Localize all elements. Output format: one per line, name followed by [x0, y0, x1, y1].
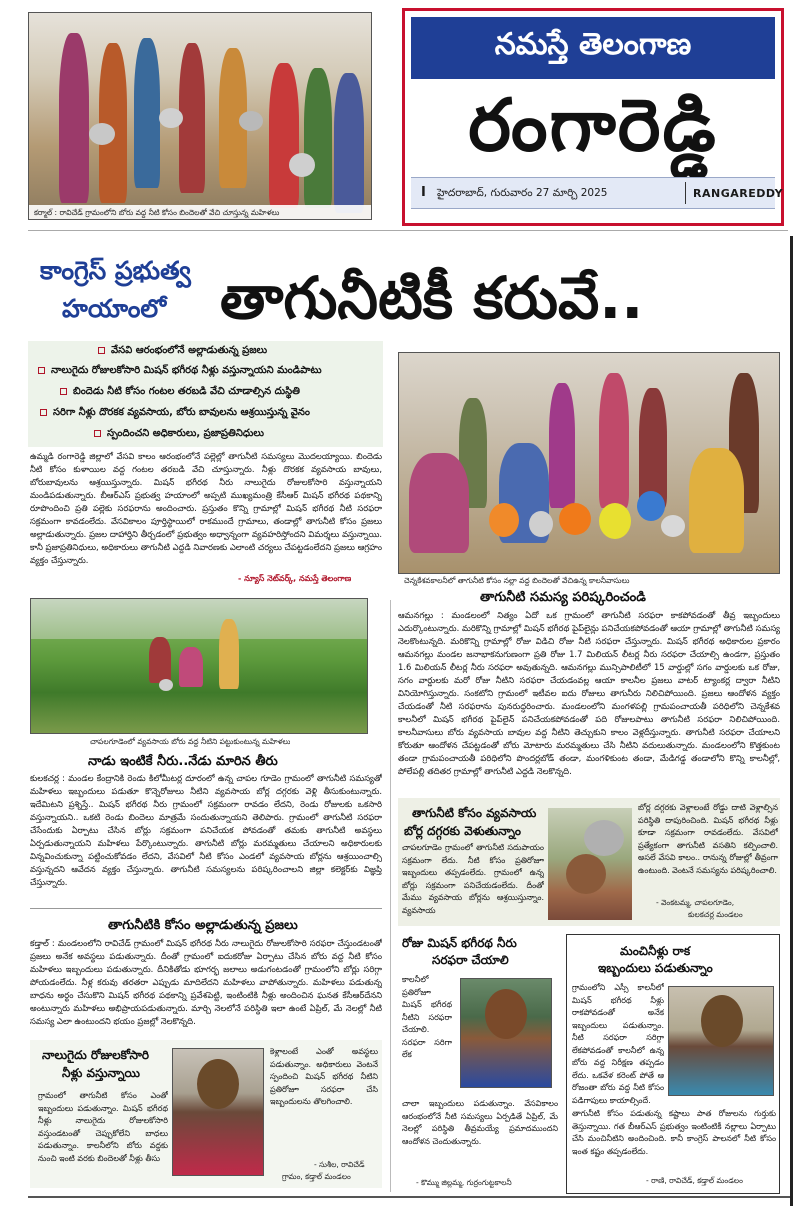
kicker-line-1: కాంగ్రెస్ ప్రభుత్వ: [40, 256, 191, 285]
kicker-line-2: హయాంలో: [62, 294, 167, 323]
mid-photo-caption: చాపలగూడెంలో వ్యవసాయ బోరు వద్ద నీటిని పట్టుకుంటున్న మహిళలు: [90, 737, 291, 746]
issue-marker: I: [421, 185, 426, 200]
fourdays-credit-2: గ్రామం, కడ్తాల్ మండలం: [282, 1172, 351, 1181]
mid-left-divider: [30, 908, 382, 909]
drought-credit-2: కులకచర్ల మండలం: [688, 910, 743, 919]
daily-body-bottom: చాలా ఇబ్బందులు పడుతున్నాం. వేసవికాలం ఆరంభంలోనే నీటి సమస్యలు ఏర్పడితే ఏప్రిల్, మే నెలల్లో పరిస్థితి తీవ్రమయ్యే ప్రమాదముందని ఆందోళన చెందుతున్నారు.: [402, 1099, 558, 1146]
drinking-headline-2: ఇబ్బందులు పడుతున్నాం: [598, 961, 713, 975]
lead-headline: తాగునీటికీ కరువే..: [220, 264, 644, 332]
fourdays-portrait: [172, 1048, 264, 1176]
bullet-item: వేసవి ఆరంభంలోనే అల్లాడుతున్న ప్రజలు: [98, 344, 267, 358]
amangal-body: ఆమనగల్లు : మండలంలో నిత్యం ఏదో ఒక గ్రామంలో తాగునీటి సరఫరా కాకపోవడంతో తీవ్ర ఇబ్బందులు ఎదుర్కొంటున్నారు. మరికొన్ని గ్రామాల్లో మిషన్ భగీరథ పైప్‌లైన్లు పనిచేయకపోవడంతో ఆయా గ్రామాల్లో తాగునీటి సమస్య నెలకొంటున్నది. మరికొన్ని గ్రామాల్లో రోజు విడిచి రోజు నీటి సరఫరా చేస్తున్నారు. మిషన్ భగీరథ అధికారుల ప్రకారం ఆమనగల్లు మండల జనాభాకనుగుణంగా ప్రతి రోజు 1.7 మిలియన్ లీటర్ల నీరు సరఫరా చేయాల్సి ఉండగా, ప్రస్తుతం 1.6 మిలియన్ లీటర్ల నీరు సరఫరా అవుతున్నది. ఆమనగల్లు మున్సిపాలిటీలో 15 వార్డుల్లో సగం వార్డులకు ఒక రోజు, సగం వార్డులకు మరో రోజు నీటిని సరఫరా చేయడంవల్ల ఆయా కాలనీల ప్రజలు వాటర్ ట్యాంకర్ల ద్వారా నీటిని వినియోగిస్తున్నారు. సంకటోని గ్రామంలో ఇటీవల ఐదు రోజులు తాగునీరు నిలిచిపోయింది. ప్రజలు ఆందోళన వ్యక్తం చేయడంతో నీటి సరఫరాను పునరుద్ధరించారు. మండలంలోని మంగళపల్లి గ్రామపంచాయతీ పరిధిలోని చెన్నకేశవ కాలనీలో మిషన్ భగీరథ పైప్‌లైన్ పనిచేయకపోవడంతో పది రోజులపాటు తాగునీటి సరఫరా నిలిచిపోయింది. కాలనీవాసులు బోరు వ్యవసాయ బావుల వద్ద నీటిని తెచ్చుకుని కాలం వెళ్లదీస్తున్నారు. తాగునీటి సరఫరా చేయాలని కోరుతూ ఆందోళన చేపట్టడంతో బోరు మోటారు మరమ్మతులు చేసి నీటిని వదులుతున్నారు. మండలంలోని కొత్తకుంట తండా గ్రామపంచాయతీ పరిధిలోని పొందర్లబోడ్ తండా, మంగళికుంట తండా, మేడిగడ్డ తండాలోని కొన్ని కాలనీల్లో, పోలేపల్లి తదితర గ్రామాల్లో తాగునీటి ఎద్దడి నెలకొన్నది.: [398, 610, 780, 776]
daily-headline-1: రోజు మిషన్ భగీరథ నీరు: [402, 936, 517, 950]
fourdays-body-right: కెళ్లాలంటే ఎంతో అవస్థలు పడుతున్నాం. అధికారులు వెంటనే స్పందించి మిషన్ భగీరథ నీటిని ప్రతిరోజూ సరఫరా చేసి ఇబ్బందులను తొలగించాలి.: [270, 1047, 378, 1106]
lead-intro: ఉమ్మడి రంగారెడ్డి జిల్లాలో వేసవి కాలం ఆరంభంలోనే పల్లెల్లో తాగునీటి సమస్యలు మొదలయ్యాయి. బిందెడు నీటి కోసం కుళాయిల వద్ద గంటల తరబడి వేచి చూస్తున్నారు. నీళ్లు దొరకక వ్యవసాయ బావులు, బోరుబావులను ఆశ్రయిస్తున్నారు. మిషన్ భగీరథ నీరు నాలుగైదు రోజులకోసారి వస్తున్నాయని మండిపడుతున్నారు. బీఆర్ఎస్ ప్రభుత్వ హయాంలో అప్పటి ముఖ్యమంత్రి కేసీఆర్ మిషన్ భగీరథ పథకాన్ని రూపొందించి ప్రతి పల్లెకు సరఫరాను అందించారు. ప్రస్తుతం కొన్ని గ్రామాల్లో మిషన్ భగీరథ నీటి సరఫరా సక్రమంగా కావడంలేదు. వేసవికాలం పూర్తిస్థాయిలో రాకముందే గ్రామాలు, తండాల్లో తాగునీటి కోసం ప్రజలు అల్లాడుతున్నారు. ప్రజల దాహార్తిని తీర్చడంలో ప్రభుత్వం అధ్వాన్నంగా వ్యవహరిస్తోందని విమర్శలు వస్తున్నాయి. కానీ ప్రజాప్రతినిధులు, అధికారులు తాగునీటి ఎద్దడి నివారణకు ఎలాంటి చర్యలు చేపట్టడంలేదని ప్రజలు ఆగ్రహం వ్యక్తం చేస్తున్నారు.: [30, 451, 382, 565]
amangal-headline: తాగునీటి సమస్య పరిష్కరించండి: [480, 590, 646, 605]
daily-body-left: కాలనీలో ప్రతిరోజూ మిషన్ భగీరథ నీటిని సరఫరా చేయాలి. సరఫరా సరిగా లేక: [402, 975, 452, 1059]
right-photo-caption: చెన్నకేశవకాలనీలో తాగునీటి కోసం నల్లా వద్ద బిందెలతో వేచిఉన్న కాలనీవాసులు: [404, 576, 630, 585]
top-left-photo: [28, 12, 372, 220]
drought-headline-1: తాగునీటి కోసం వ్యవసాయ: [412, 806, 537, 820]
dateline: హైదరాబాద్, గురువారం 27 మార్చి 2025: [437, 187, 608, 199]
dateline-bar: [411, 177, 784, 209]
fourdays-headline-1: నాలుగైదు రోజులకోసారి: [42, 1048, 149, 1062]
bullet-item: స్పందించని అధికారులు, ప్రజాప్రతినిధులు: [94, 427, 264, 441]
lead-credit: - న్యూస్ నెట్‌వర్క్, నమస్తే తెలంగాణ: [238, 574, 352, 583]
drinking-headline-1: మంచినీళ్లు రాక: [620, 944, 691, 958]
bullet-item: బిందెడు నీటి కోసం గంటల తరబడి వేచి చూడాల్సిన దుస్థితి: [60, 385, 300, 399]
district-title: రంగారెడ్డి: [468, 83, 718, 167]
column-divider: [390, 600, 391, 1192]
page-bottom-rule: [28, 1196, 790, 1198]
mid-photo: [30, 598, 368, 734]
drought-headline-2: బోర్ల దగ్గరకు వెళుతున్నాం: [404, 824, 521, 838]
top-photo-caption: కర్మాల్ : రావిచేడ్ గ్రామంలోని బోరు వద్ద నీటి కోసం బిందెలతో వేచి చూస్తున్న మహిళలు: [34, 208, 280, 217]
drinking-body-bottom: తాగునీటి కోసం పడుతున్న కష్టాలు పాత రోజులను గుర్తుకు తెస్తున్నాయి. గత బీఆర్ఎస్ ప్రభుత్వం ఇంటింటికీ నల్లాలు ఏర్పాటు చేసి మంచినీటిని అందించింది. కానీ కాంగ్రెస్ పాలనలో నీటి కోసం ఇంత కష్టం తప్పడంలేదు.: [572, 1109, 776, 1156]
daily-portrait: [460, 978, 552, 1088]
fourdays-body-left: గ్రామంలో తాగునీటి కోసం ఎంతో ఇబ్బందులు పడుతున్నాం. మిషన్ భగీరథ నీళ్లు నాలుగైదు రోజులకోసారి వస్తుండటంతో చెప్పుకోలేని బాధలు పడుతున్నాం. కాలనీలోని బోరు వద్దకు నుంచి ఇంటి వరకు బిందెలతో నీళ్లు తీసు: [38, 1091, 168, 1163]
daily-headline-2: సరఫరా చేయాలి: [432, 953, 509, 967]
kadthal-headline: తాగునీటికి కోసం అల్లాడుతున్న ప్రజలు: [108, 918, 298, 933]
drought-portrait: [548, 808, 632, 920]
kulakacharla-body: కులకచర్ల : మండల కేంద్రానికి రెండు కిలోమీటర్ల దూరంలో ఉన్న చాపల గూడెం గ్రామంలో తాగునీటి సమస్యతో మహిళలు ఇబ్బందులు పడుతూ కొన్నెరోజులు నీటిని వ్యవసాయ బోర్ల దగ్గరకు వెళ్లి తీసుకుంటున్నారు. ఇదేమిటని ప్రశ్నిస్తే.. మిషన్ భగీరథ నీరు గ్రామంలో సక్రమంగా రావడం లేదని, రెండు రోజులకు ఒకసారి వస్తున్నాయని.. ఒకటి రెండు బిందెలు మాత్రమే సందుతున్నాయని తెలిపారు. గ్రామంలో తాగునీటి సరఫరా చేసేందుకు ఏర్పాటు చేసిన బోర్లు సక్రమంగా పనిచేయక పోవడంతో తమకు తాగునీటి అవస్థలు ఏర్పడుతున్నాయని మహిళలు పేర్కొంటున్నారు. తాగునీటి బోర్లు మరమ్మతులు చేయాలని అధికారులకు విన్నవించుకున్నా పట్టించుకోవడం లేదని, వేసవిలో నీటి కోసం ఎండలో వ్యవసాయ బోర్లను ఆశ్రయించాల్సి వస్తున్నదని ఆవేదన వ్యక్తం చేస్తున్నారు. తాగునీటి సమస్యలను పరిష్కరించాలని జిల్లా కలెక్టర్‌కు విజ్ఞప్తి చేస్తున్నారు.: [30, 773, 382, 887]
drought-credit-1: - వెంకటమ్మ, చాపలగూడెం,: [656, 898, 735, 907]
masthead-frame: [402, 8, 784, 226]
masthead-divider: [28, 230, 788, 231]
drinking-credit: - రాణి, రావిచేడ్, కడ్తాల్ మండలం: [646, 1176, 743, 1185]
drinking-body-left: గ్రామంలోని ఎస్సీ కాలనీలో మిషన్ భగీరథ నీళ్లు రాకపోవడంతో అనేక ఇబ్బందులు పడుతున్నాం. నీటి సరఫరా సరిగ్గా లేకపోవడంతో కాలనీలో ఉన్న బోరు వద్ద నిరీక్షణ తప్పడం లేదు. ఒకవేళ కరెంట్ పోతే ఆ రోజంతా బోరు వద్ద నీటి కోసం పడిగాపులు కాయాల్సిందే.: [572, 983, 664, 1105]
bullet-item: నాలుగైదు రోజులకోసారి మిషన్ భగీరథ నీళ్లు వస్తున్నాయని మండిపాటు: [38, 364, 322, 378]
drought-body-right: బోర్ల దగ్గరకు వెళ్లాలంటే రోడ్డు దాటి వెళ్లాల్సిన పరిస్థితి దాపురించింది. మిషన్ భగీరథ నీళ్లు కూడా సక్రమంగా రావడంలేదు. వేసవిలో ప్రత్యేకంగా తాగునీటి వసతిని కల్పించాలి. అసలే వేసవి కాలం.. రానున్న రోజుల్లో తీవ్రంగా ఉంటుంది. వెంటనే సమస్యను పరిష్కరించాలి.: [638, 803, 778, 875]
right-photo: [398, 352, 780, 574]
drought-body-left: చాపలగూడెం గ్రామంలో తాగునీటి సదుపాయం సక్రమంగా లేదు. నీటి కోసం ప్రతిరోజూ ఇబ్బందులు తప్పడంలేదు. గ్రామంలో ఉన్న బోర్లు సక్రమంగా పనిచేయడంలేదు. దీంతో మేము వ్యవసాయ బోర్లను ఆశ్రయిస్తున్నాం. వ్యవసాయ: [402, 843, 544, 915]
brand-name: నమస్తే తెలంగాణ: [494, 27, 692, 62]
fourdays-credit-1: - సుశీల, రావిచేడ్: [314, 1160, 365, 1169]
daily-credit: - కొమ్ము జిల్లమ్మ, గుర్రంగుట్టకాలనీ: [416, 1178, 512, 1187]
masthead-brand-bar: [411, 17, 775, 79]
bullet-item: సరిగా నీళ్లు దొరకక వ్యవసాయ, బోరు బావులను ఆశ్రయిస్తున్న వైనం: [40, 406, 310, 420]
edition-label: RANGAREDDY: [693, 187, 784, 200]
drinking-portrait: [668, 986, 774, 1096]
kadthal-body: కడ్తాల్ : మండలంలోని రావిచేడ్ గ్రామంలో మిషన్ భగీరథ నీరు నాలుగైదు రోజులకోసారి సరఫరా చేస్తుండటంతో ప్రజలు అనేక అవస్థలు పడుతున్నారు. దీంతో గ్రామంలో ఐదుకరోజు ఏర్పాటు చేసిన బోరు వద్ద నీటి కోసం మహిళలు ఇబ్బందులు పడుతున్నారు. దీనికితోడు భూగర్భ జలాలు అడుగంటడంతో గ్రామంలోని బోర్లు సరిగ్గా పోయడంలేదు. నీళ్ల కరువు తరతరా ఎప్పుడు మాదిలేదని మహిళలు వాపోతున్నారు. మహిళలు పడుతున్న బాధను అర్థం చేసుకొని మిషన్ భగీరథ పథకాన్ని ప్రవేశపెట్టి, ఇంటింటికి నీళ్లు అందించిన ఘనత కేసీఆర్‌దేనని అంటున్నారు మహిళలు అభిప్రాయపడుతున్నారు. మార్చి నెలలోనే పరిస్థితి ఇలా ఉంటే ఏప్రిల్, మే నెలల్లో నీటి సమస్య ఎలా ఉంటుందని భయం ప్రజల్లో నెలకొన్నది.: [30, 938, 382, 1026]
kulakacharla-headline: నాడు ఇంటికే నీరు..నేడు మారిన తీరు: [88, 754, 278, 769]
right-edge-rule: [790, 236, 793, 1206]
fourdays-headline-2: నీళ్లు వస్తున్నాయి: [62, 1066, 140, 1080]
